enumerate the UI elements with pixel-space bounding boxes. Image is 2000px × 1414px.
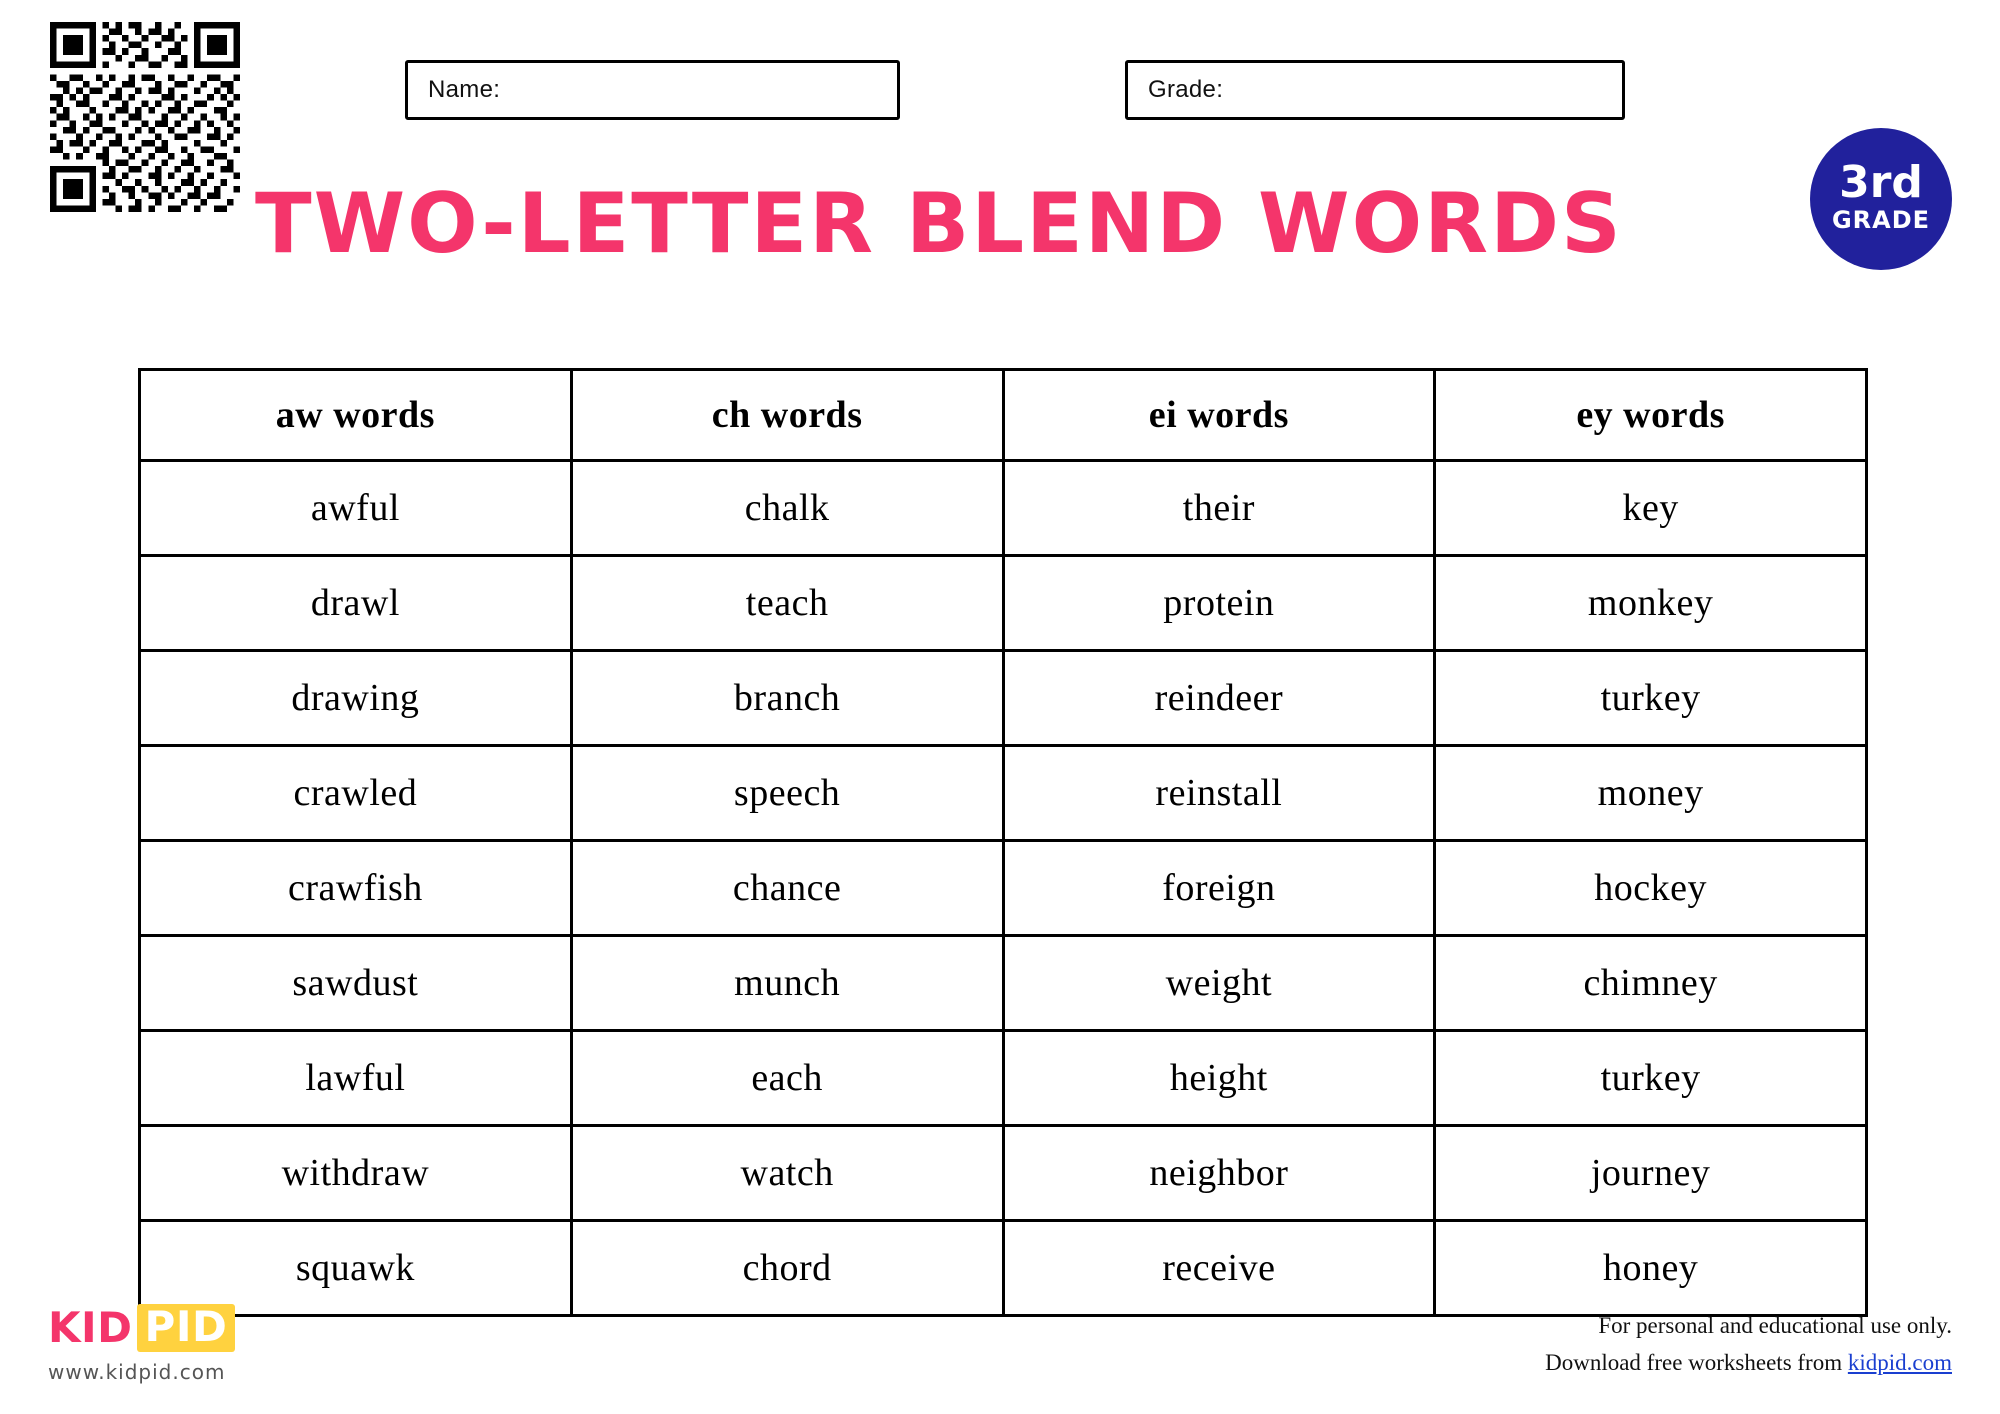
word-table-container: [138, 368, 1868, 1317]
word-cell: receive: [1003, 1221, 1435, 1316]
word-cell: turkey: [1435, 1031, 1867, 1126]
word-cell: weight: [1003, 936, 1435, 1031]
table-row: [140, 461, 1867, 556]
column-header-ei: ei words: [1003, 370, 1435, 461]
qr-code-icon: [50, 22, 240, 212]
logo-pid-text: PID: [137, 1304, 236, 1352]
word-cell: sawdust: [140, 936, 572, 1031]
logo-wordmark: [48, 1304, 235, 1352]
word-cell: chimney: [1435, 936, 1867, 1031]
word-cell: hockey: [1435, 841, 1867, 936]
table-row: [140, 841, 1867, 936]
word-cell: watch: [571, 1126, 1003, 1221]
word-cell: chord: [571, 1221, 1003, 1316]
word-cell: monkey: [1435, 556, 1867, 651]
word-cell: turkey: [1435, 651, 1867, 746]
word-cell: height: [1003, 1031, 1435, 1126]
grade-badge-label: GRADE: [1831, 206, 1931, 235]
word-cell: munch: [571, 936, 1003, 1031]
table-row: [140, 746, 1867, 841]
name-label: Name:: [428, 76, 501, 103]
footer-notes: [1545, 1308, 1952, 1382]
word-cell: withdraw: [140, 1126, 572, 1221]
column-header-ey: ey words: [1435, 370, 1867, 461]
kidpid-logo: [48, 1304, 235, 1384]
word-cell: awful: [140, 461, 572, 556]
name-field[interactable]: [405, 60, 900, 120]
table-header-row: [140, 370, 1867, 461]
word-cell: teach: [571, 556, 1003, 651]
table-row: [140, 1126, 1867, 1221]
word-cell: neighbor: [1003, 1126, 1435, 1221]
column-header-ch: ch words: [571, 370, 1003, 461]
table-row: [140, 1031, 1867, 1126]
word-cell: key: [1435, 461, 1867, 556]
word-table: [138, 368, 1868, 1317]
word-cell: chance: [571, 841, 1003, 936]
grade-label: Grade:: [1148, 76, 1224, 103]
column-header-aw: aw words: [140, 370, 572, 461]
word-cell: lawful: [140, 1031, 572, 1126]
grade-badge-number: 3rd: [1839, 157, 1923, 209]
grade-badge: [1810, 128, 1952, 270]
download-note-text: Download free worksheets from: [1545, 1350, 1848, 1376]
logo-kid-text: KID: [48, 1303, 133, 1352]
page-title: TWO-LETTER BLEND WORDS: [255, 175, 1623, 272]
word-cell: foreign: [1003, 841, 1435, 936]
word-cell: reinstall: [1003, 746, 1435, 841]
word-cell: speech: [571, 746, 1003, 841]
table-row: [140, 651, 1867, 746]
word-cell: squawk: [140, 1221, 572, 1316]
word-cell: their: [1003, 461, 1435, 556]
word-cell: chalk: [571, 461, 1003, 556]
logo-url: www.kidpid.com: [48, 1360, 226, 1384]
table-row: [140, 936, 1867, 1031]
table-row: [140, 1221, 1867, 1316]
word-cell: branch: [571, 651, 1003, 746]
word-cell: drawing: [140, 651, 572, 746]
word-cell: reindeer: [1003, 651, 1435, 746]
word-cell: protein: [1003, 556, 1435, 651]
word-cell: drawl: [140, 556, 572, 651]
grade-field[interactable]: [1125, 60, 1625, 120]
word-cell: crawfish: [140, 841, 572, 936]
word-cell: crawled: [140, 746, 572, 841]
kidpid-link[interactable]: kidpid.com: [1847, 1350, 1952, 1376]
word-cell: money: [1435, 746, 1867, 841]
word-cell: each: [571, 1031, 1003, 1126]
word-cell: journey: [1435, 1126, 1867, 1221]
usage-note: For personal and educational use only.: [1598, 1313, 1952, 1339]
table-row: [140, 556, 1867, 651]
download-note: [1545, 1345, 1952, 1382]
word-cell: honey: [1435, 1221, 1867, 1316]
